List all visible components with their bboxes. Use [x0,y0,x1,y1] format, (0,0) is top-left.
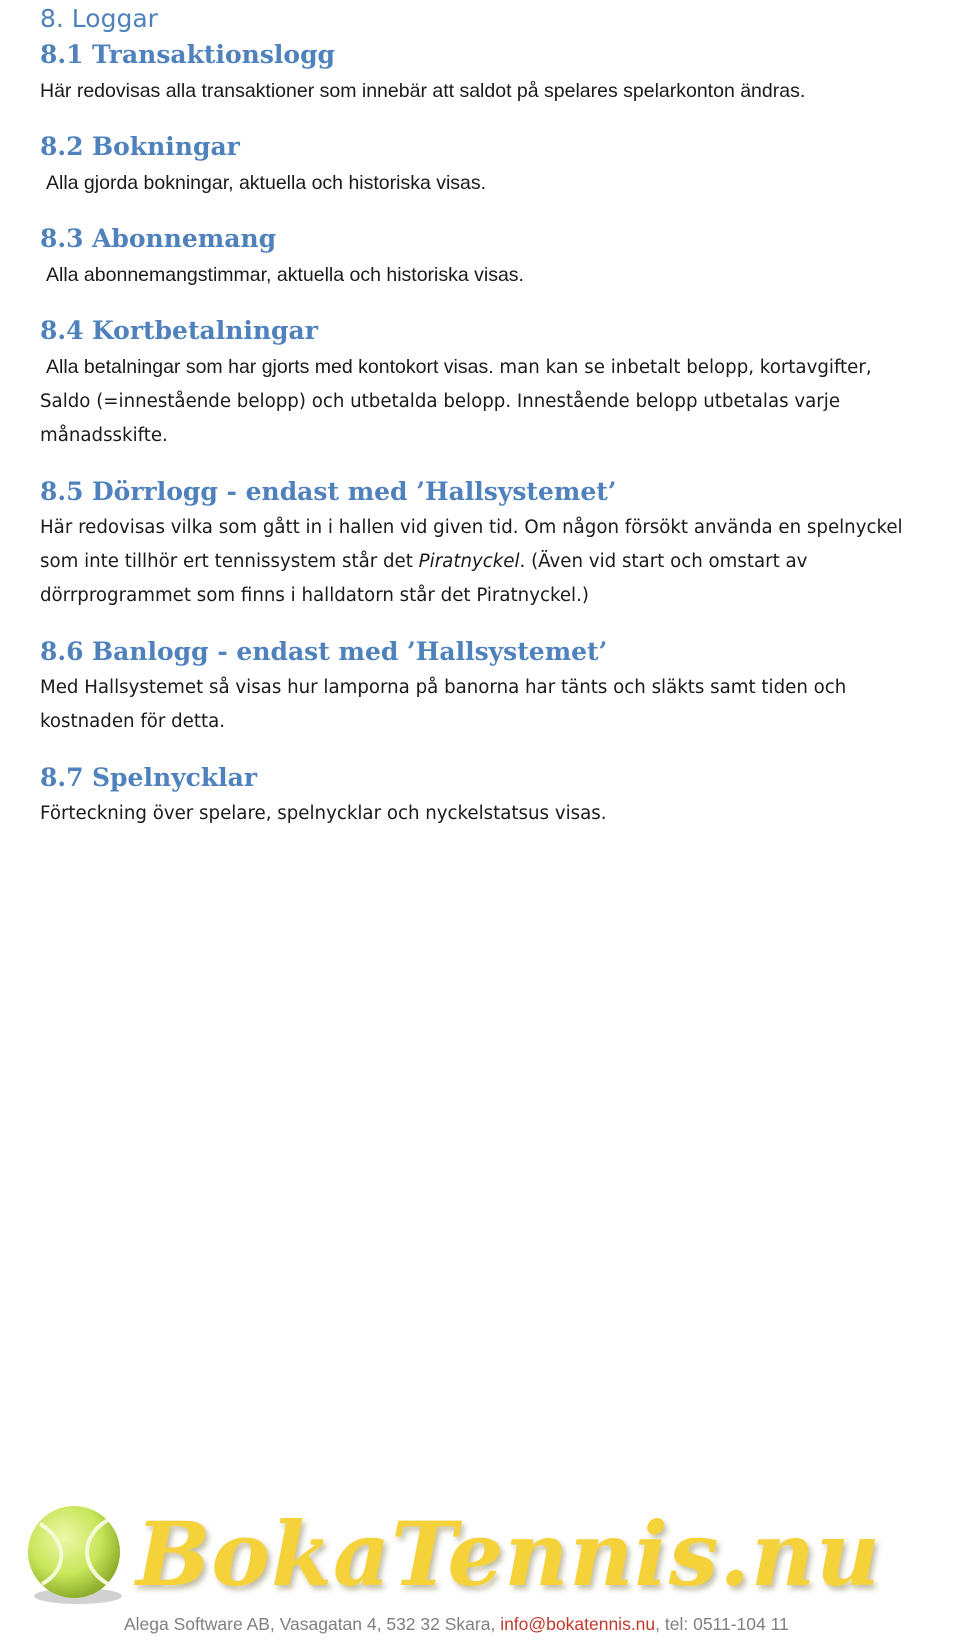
tennis-ball-icon [20,1500,130,1610]
paragraph-text: månadsskifte. [40,425,168,446]
section-heading: 8. Loggar [40,4,158,33]
subsection-heading-transaktionslogg [40,36,960,74]
paragraph: Alla abonnemangstimmar, aktuella och historiska visas. [46,264,524,286]
subsection-heading-bokningar [40,128,960,166]
paragraph: Alla gjorda bokningar, aktuella och historiska visas. [46,172,487,194]
subsection-title: Transaktionslogg [92,40,336,69]
footer-phone: , tel: 0511-104 11 [655,1614,789,1634]
subsection-title: Kortbetalningar [92,316,318,345]
paragraph-text: Här redovisas vilka som gått in i hallen vid given tid. Om någon försökt använda en spelnyckel [40,517,903,538]
subsection-number: 8.2 [40,132,84,161]
subsection-number: 8.3 [40,224,84,253]
emphasis-text: Piratnyckel [418,551,520,572]
paragraph [40,350,960,453]
paragraph-text: Alla betalningar som har gjorts med kontokort visas. [46,356,494,378]
paragraph: Förteckning över spelare, spelnycklar och nyckelstatsus visas. [40,803,607,824]
footer-email-link[interactable]: info@bokatennis.nu [500,1614,656,1634]
subsection-number: 8.6 [40,637,84,666]
bokatennis-logo [20,1500,920,1610]
subsection-number: 8.7 [40,763,84,792]
subsection-heading-abonnemang [40,220,960,258]
subsection-heading-spelnycklar [40,759,960,797]
subsection-title: Dörrlogg - endast med ’Hallsystemet’ [92,477,617,506]
subsection-number: 8.4 [40,316,84,345]
paragraph-text: . (Även vid start och omstart av [519,551,808,572]
paragraph-text: kostnaden för detta. [40,711,226,732]
document-page [40,0,960,831]
subsection-number: 8.1 [40,40,84,69]
subsection-heading-banlogg [40,633,960,671]
paragraph [40,511,960,613]
paragraph: Här redovisas alla transaktioner som innebär att saldot på spelares spelarkonton ändras. [40,80,806,102]
paragraph-text: Med Hallsystemet så visas hur lamporna på banorna har tänts och släkts samt tiden och [40,677,847,698]
footer [124,1614,924,1638]
logo-text: BokaTennis.nu [136,1502,881,1606]
subsection-heading-kortbetalningar [40,312,960,350]
footer-address: Alega Software AB, Vasagatan 4, 532 32 Skara, [124,1614,501,1634]
paragraph-text: dörrprogrammet som finns i halldatorn står det Piratnyckel.) [40,585,589,606]
subsection-heading-dorrlogg [40,473,960,511]
subsection-title: Abonnemang [92,224,277,253]
paragraph [40,671,960,739]
subsection-title: Spelnycklar [92,763,258,792]
subsection-title: Bokningar [92,132,240,161]
subsection-number: 8.5 [40,477,84,506]
paragraph-text: som inte tillhör ert tennissystem står det [40,551,419,572]
paragraph-text: Saldo (=innestående belopp) och utbetalda belopp. Innestående belopp utbetalas varje [40,391,841,412]
paragraph-text: man kan se inbetalt belopp, kortavgifter, [493,357,872,378]
subsection-title: Banlogg - endast med ’Hallsystemet’ [92,637,608,666]
